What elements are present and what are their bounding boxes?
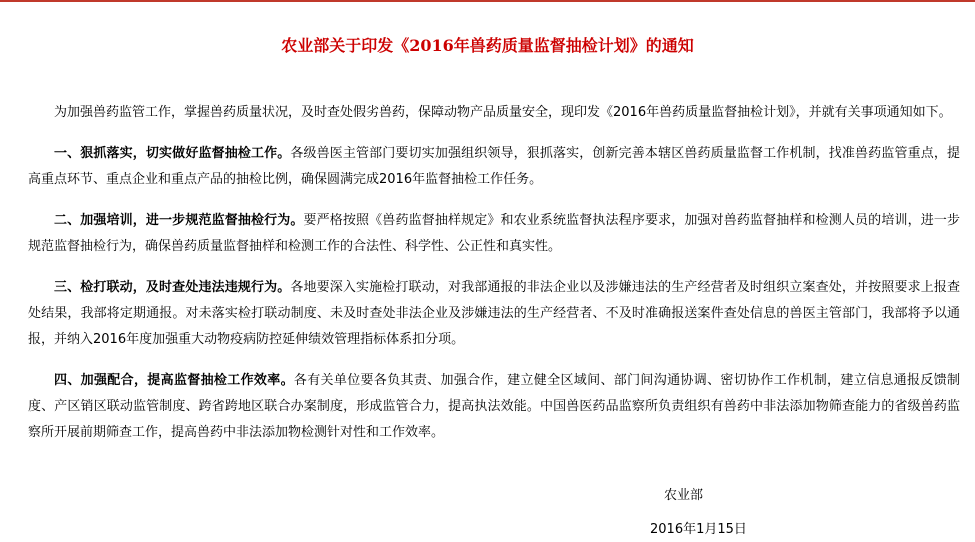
section-text-2: 要严格按照《兽药监督抽样规定》和农业系统监督执法程序要求，加强对兽药监督抽样和检测人员的培训，进一步规范监督抽检行为，确保兽药质量监督抽样和检测工作的合法性、科学性、公正性和真实性。 [28, 213, 960, 254]
section-paragraph-1 [28, 141, 960, 193]
section-paragraph-4 [28, 368, 960, 446]
section-heading-3: 三、检打联动，及时查处违法违规行为。 [54, 280, 291, 295]
signature-organization: 农业部 [664, 488, 704, 503]
intro-paragraph: 为加强兽药监管工作，掌握兽药质量状况，及时查处假劣兽药，保障动物产品质量安全，现印发《2016年兽药质量监督抽检计划》，并就有关事项通知如下。 [54, 105, 952, 120]
document-title: 农业部关于印发《2016年兽药质量监督抽检计划》的通知 [281, 36, 694, 55]
signature-date: 2016年1月15日 [650, 522, 747, 537]
section-text-3: 各地要深入实施检打联动，对我部通报的非法企业以及涉嫌违法的生产经营者及时组织立案查处，并按照要求上报查处结果，我部将定期通报。对未落实检打联动制度、未及时查处非法企业及涉嫌违法的生产经营者、不及时准确报送案件查处信息的兽医主管部门，我部将予以通报，并纳入2016年度加强重大动物疫病防控延伸绩效管理指标体系扣分项。 [28, 280, 960, 347]
section-paragraph-3 [28, 275, 960, 353]
section-heading-1: 一、狠抓落实，切实做好监督抽检工作。 [54, 146, 291, 161]
top-divider [0, 0, 975, 2]
section-paragraph-2 [28, 208, 960, 260]
document-body [28, 100, 960, 461]
section-text-1: 各级兽医主管部门要切实加强组织领导，狠抓落实，创新完善本辖区兽药质量监督工作机制，找准兽药监管重点，提高重点环节、重点企业和重点产品的抽检比例，确保圆满完成2016年监督抽检工作任务。 [28, 146, 960, 187]
section-text-4: 各有关单位要各负其责、加强合作，建立健全区域间、部门间沟通协调、密切协作工作机制，建立信息通报反馈制度、产区销区联动监管制度、跨省跨地区联合办案制度，形成监管合力，提高执法效能。中国兽医药品监察所负责组织有兽药中非法添加物筛查能力的省级兽药监察所开展前期筛查工作，提高兽药中非法添加物检测针对性和工作效率。 [28, 373, 960, 440]
section-heading-4: 四、加强配合，提高监督抽检工作效率。 [54, 373, 294, 388]
section-heading-2: 二、加强培训，进一步规范监督抽检行为。 [54, 213, 304, 228]
